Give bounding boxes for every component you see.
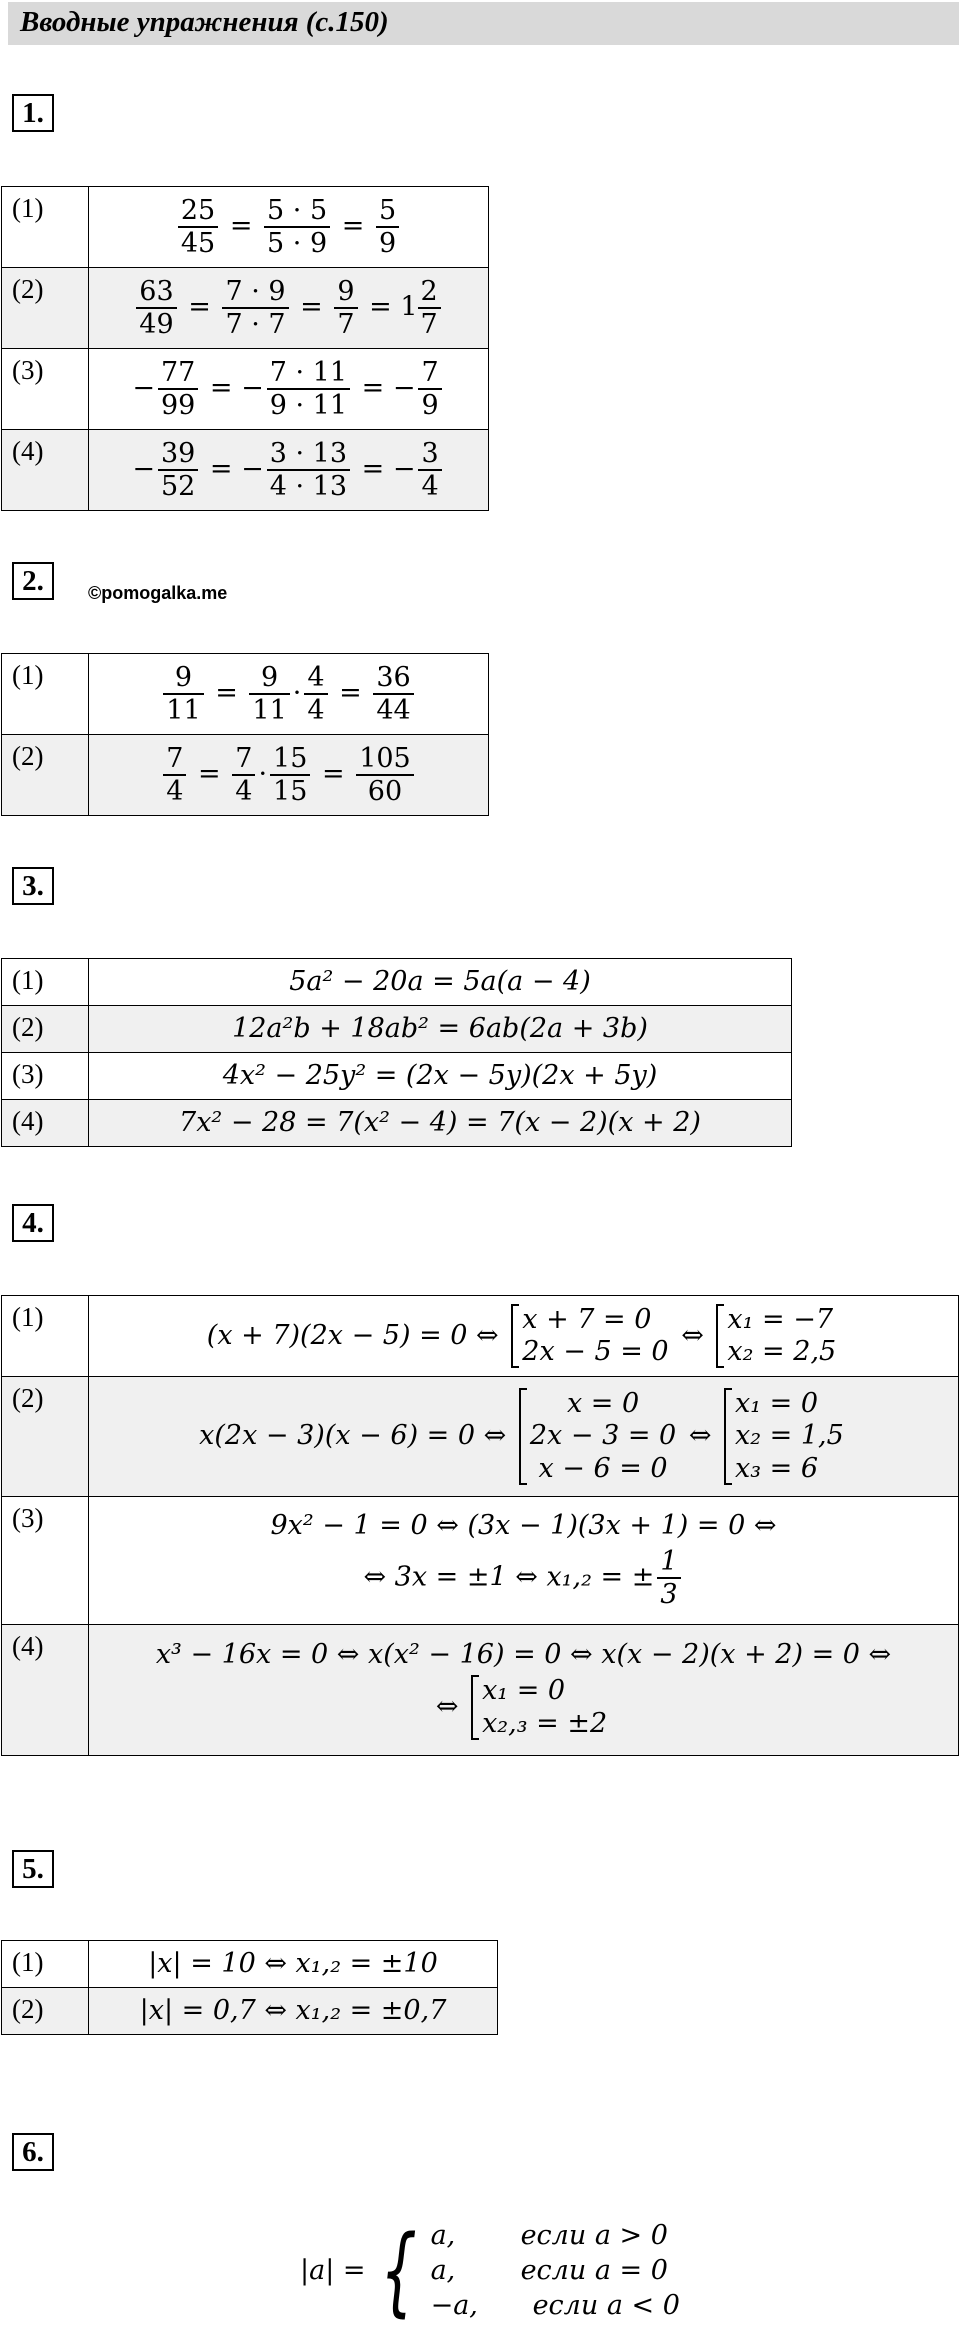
- task-5-table: [1, 1940, 498, 2035]
- expression: 4x² − 25y² = (2x − 5y)(2x + 5y): [89, 1053, 792, 1100]
- row-index: (2): [2, 1988, 89, 2035]
- expression: − $\frac{39}{52}$ = − $\frac{3 \cdot 13}{4 \cdot 13}$ = − $\frac{3}{4}$: [89, 430, 489, 511]
- table-row: [2, 430, 489, 511]
- expression: (x + 7)(2x − 5) = 0 ⇔ x + 7 = 0 2x − 5 = 0 ⇔ x₁ = −7 x₂ = 2,5: [89, 1296, 959, 1377]
- absolute-value-definition: |a| = { a, если a > 0 a, если a = 0 −a, если a < 0: [300, 2214, 680, 2327]
- equation-set: x + 7 = 0 2x − 5 = 0: [511, 1304, 668, 1369]
- task-number-1: 1.: [12, 94, 54, 132]
- table-row: [2, 654, 489, 735]
- expression: $\frac{7}{4}$ = $\frac{7}{4}$ · $\frac{15}{15}$ = $\frac{105}{60}$: [89, 735, 489, 816]
- task-4-table: [1, 1295, 959, 1756]
- task-1-table: [1, 186, 489, 511]
- table-row: [2, 1941, 498, 1988]
- row-index: (1): [2, 959, 89, 1006]
- table-row: [2, 1296, 959, 1377]
- table-row: [2, 187, 489, 268]
- expression: |x| = 0,7 ⇔ x₁,₂ = ±0,7: [89, 1988, 498, 2035]
- row-index: (2): [2, 1006, 89, 1053]
- row-index: (3): [2, 1053, 89, 1100]
- curly-brace-icon: {: [379, 2214, 417, 2327]
- equation-set: x = 0 2x − 3 = 0 x − 6 = 0: [519, 1388, 676, 1485]
- task-2-table: [1, 653, 489, 816]
- expression: 7x² − 28 = 7(x² − 4) = 7(x − 2)(x + 2): [89, 1100, 792, 1147]
- expression: 5a² − 20a = 5a(a − 4): [89, 959, 792, 1006]
- table-row: [2, 349, 489, 430]
- table-row: [2, 268, 489, 349]
- expression: |x| = 10 ⇔ x₁,₂ = ±10: [89, 1941, 498, 1988]
- table-row: [2, 1053, 792, 1100]
- row-index: (4): [2, 1625, 89, 1756]
- definition-lhs: |a| =: [300, 2254, 366, 2286]
- expression: x³ − 16x = 0 ⇔ x(x² − 16) = 0 ⇔ x(x − 2)(x + 2) = 0 ⇔ ⇔ x₁ = 0 x₂,₃ = ±2: [89, 1625, 959, 1756]
- expression: 9x² − 1 = 0 ⇔ (3x − 1)(3x + 1) = 0 ⇔ ⇔ 3x = ±1 ⇔ x₁,₂ = ± $\frac{1}{3}$: [89, 1497, 959, 1625]
- expression: 12a²b + 18ab² = 6ab(2a + 3b): [89, 1006, 792, 1053]
- watermark: ©pomogalka.me: [88, 583, 228, 603]
- row-index: (2): [2, 1377, 89, 1497]
- task-number-3: 3.: [12, 867, 54, 905]
- row-index: (1): [2, 1941, 89, 1988]
- row-index: (1): [2, 654, 89, 735]
- task-number-5: 5.: [12, 1850, 54, 1888]
- equation-set: x₁ = 0 x₂ = 1,5 x₃ = 6: [724, 1388, 844, 1485]
- row-index: (3): [2, 349, 89, 430]
- row-index: (3): [2, 1497, 89, 1625]
- expression: $\frac{9}{11}$ = $\frac{9}{11}$ · $\frac{4}{4}$ = $\frac{36}{44}$: [89, 654, 489, 735]
- task-number-4: 4.: [12, 1204, 54, 1242]
- row-index: (1): [2, 1296, 89, 1377]
- table-row: [2, 959, 792, 1006]
- row-index: (4): [2, 1100, 89, 1147]
- task-number-2: 2.: [12, 562, 54, 600]
- row-index: (2): [2, 735, 89, 816]
- row-index: (1): [2, 187, 89, 268]
- equation-set: x₁ = −7 x₂ = 2,5: [716, 1304, 836, 1369]
- table-row: [2, 1497, 959, 1625]
- table-row: [2, 735, 489, 816]
- task-3-table: [1, 958, 792, 1147]
- table-row: [2, 1625, 959, 1756]
- expression: x(2x − 3)(x − 6) = 0 ⇔ x = 0 2x − 3 = 0 x − 6 = 0 ⇔ x₁ = 0 x₂ = 1,5 x₃ = 6: [89, 1377, 959, 1497]
- expression: $\frac{63}{49}$ = $\frac{7 \cdot 9}{7 \cdot 7}$ = $\frac{9}{7}$ = 1 $\frac{2}{7}$: [89, 268, 489, 349]
- equation-set: x₁ = 0 x₂,₃ = ±2: [471, 1675, 607, 1740]
- row-index: (2): [2, 268, 89, 349]
- header-bar: [8, 2, 959, 45]
- table-row: [2, 1006, 792, 1053]
- task-number-6: 6.: [12, 2133, 54, 2171]
- page-title: Вводные упражнения (с.150): [20, 6, 389, 38]
- row-index: (4): [2, 430, 89, 511]
- expression: $\frac{25}{45}$ = $\frac{5 \cdot 5}{5 \cdot 9}$ = $\frac{5}{9}$: [89, 187, 489, 268]
- table-row: [2, 1377, 959, 1497]
- expression: − $\frac{77}{99}$ = − $\frac{7 \cdot 11}{9 \cdot 11}$ = − $\frac{7}{9}$: [89, 349, 489, 430]
- table-row: [2, 1100, 792, 1147]
- table-row: [2, 1988, 498, 2035]
